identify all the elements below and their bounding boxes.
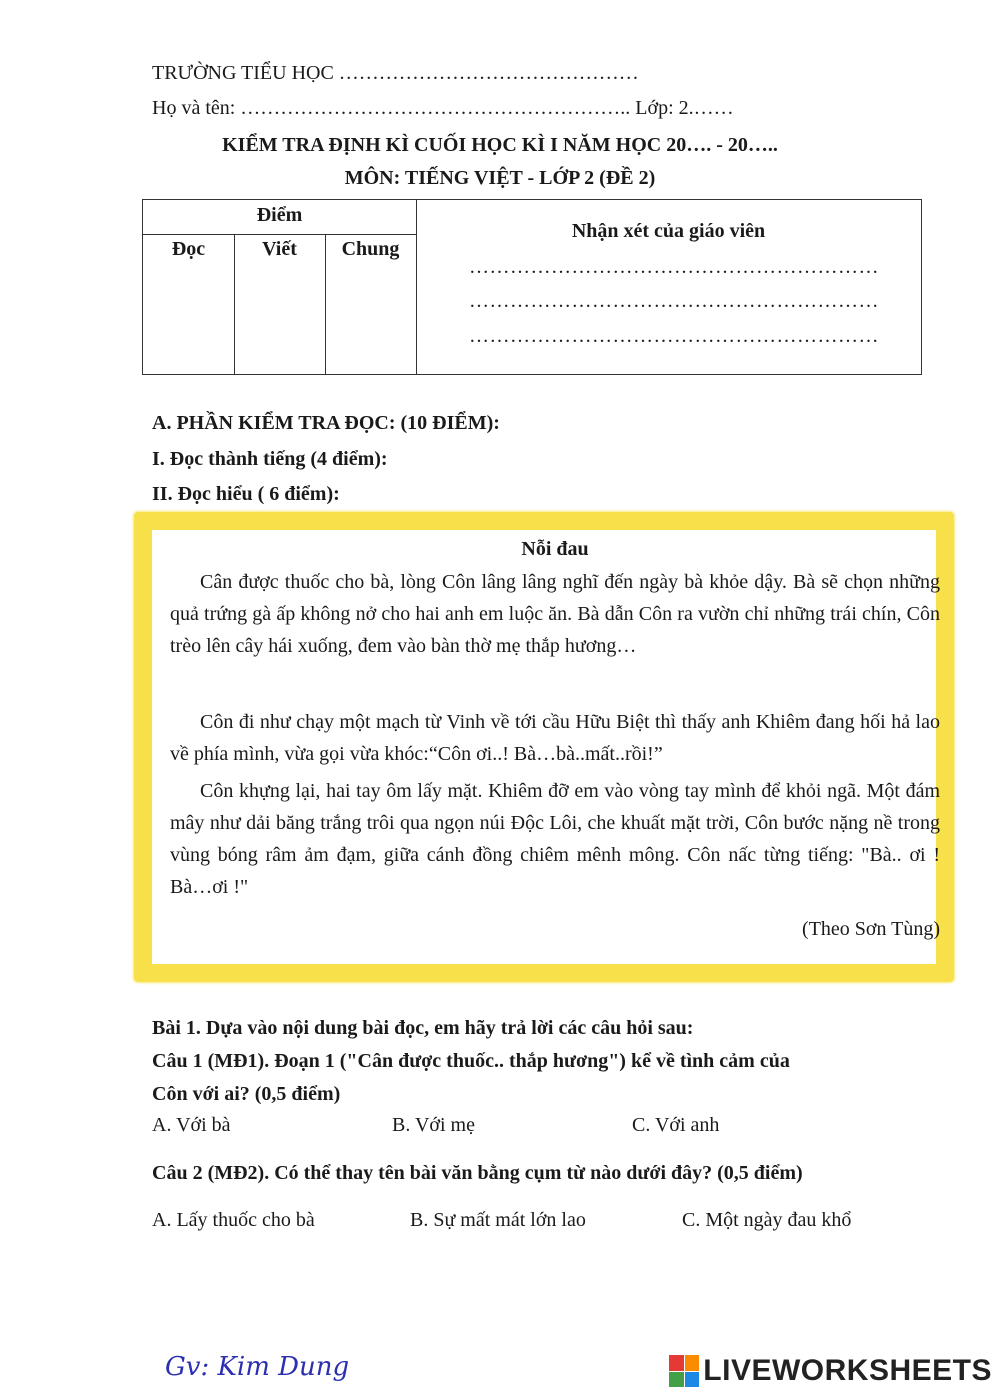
teacher-comment-header: Nhận xét của giáo viên [571, 220, 766, 242]
liveworksheets-logo[interactable] [669, 1354, 992, 1388]
passage-source: (Theo Sơn Tùng) [802, 918, 940, 940]
question-2-option-a[interactable]: A. Lấy thuốc cho bà [152, 1209, 315, 1231]
exercise-1-heading: Bài 1. Dựa vào nội dung bài đọc, em hãy trả lời các câu hỏi sau: [152, 1017, 694, 1039]
comment-line-1[interactable]: …………………………………………………… [469, 256, 879, 278]
exam-title: KIỂM TRA ĐỊNH KÌ CUỐI HỌC KÌ I NĂM HỌC 20…. - 20….. [222, 134, 778, 156]
question-1-option-b[interactable]: B. Với mẹ [392, 1114, 475, 1136]
question-2-option-b[interactable]: B. Sự mất mát lớn lao [410, 1209, 586, 1231]
question-2-option-c[interactable]: C. Một ngày đau khổ [682, 1209, 852, 1231]
passage-paragraph-1: Cân được thuốc cho bà, lòng Côn lâng lâng nghĩ đến ngày bà khỏe dậy. Bà sẽ chọn những quả trứng gà ấp không nở cho hai anh em luộc ăn. Bà dẫn Côn ra vườn chỉ những trái chín, Côn trèo lên cây hái xuống, đem vào bàn thờ mẹ thắp hương… [170, 571, 940, 657]
score-total-header: Chung [341, 238, 400, 260]
name-class-line: Họ và tên: ………………………………………………….. Lớp: 2.…… [152, 97, 734, 119]
section-a-heading: A. PHẦN KIỂM TRA ĐỌC: (10 ĐIỂM): [152, 412, 500, 434]
section-i-heading: I. Đọc thành tiếng (4 điểm): [152, 448, 388, 470]
comment-line-2[interactable]: …………………………………………………… [469, 290, 879, 312]
score-header: Điểm [256, 204, 303, 226]
question-2-text: Câu 2 (MĐ2). Có thể thay tên bài văn bằng cụm từ nào dưới đây? (0,5 điểm) [152, 1162, 803, 1184]
question-1-line-1: Câu 1 (MĐ1). Đoạn 1 ("Cân được thuốc.. thắp hương") kể về tình cảm của [152, 1050, 790, 1072]
teacher-signature: Gv: Kim Dung [165, 1352, 350, 1382]
comment-line-3[interactable]: …………………………………………………… [469, 325, 879, 347]
section-ii-heading: II. Đọc hiểu ( 6 điểm): [152, 483, 340, 505]
table-divider [143, 234, 416, 235]
subject-title: MÔN: TIẾNG VIỆT - LỚP 2 (ĐỀ 2) [344, 167, 656, 189]
question-1-option-a[interactable]: A. Với bà [152, 1114, 231, 1136]
passage-paragraph-3: Côn khựng lại, hai tay ôm lấy mặt. Khiêm đỡ em vào vòng tay mình để khỏi ngã. Một đám mây như dải băng trắng trôi qua ngọn núi Độc Lôi, che khuất mặt trời, Côn bước nặng nề trong vùng bóng râm ảm đạm, giữa cánh đồng chiêm mênh mông. Côn nấc từng tiếng: "Bà.. ơi ! Bà…ơi !" [170, 780, 940, 898]
passage-title: Nỗi đau [521, 538, 589, 560]
question-1-option-c[interactable]: C. Với anh [632, 1114, 720, 1136]
liveworksheets-wordmark: LIVEWORKSHEETS [703, 1354, 992, 1387]
liveworksheets-icon [669, 1355, 699, 1387]
score-table [142, 199, 922, 375]
question-1-line-2: Côn với ai? (0,5 điểm) [152, 1083, 341, 1105]
passage-paragraph-2: Côn đi như chạy một mạch từ Vinh về tới cầu Hữu Biệt thì thấy anh Khiêm đang hối hả lao về phía mình, vừa gọi vừa khóc:“Côn ơi..! Bà…bà..mất..rồi!” [170, 711, 940, 765]
score-writing-header: Viết [262, 238, 297, 260]
school-line: TRƯỜNG TIỂU HỌC ……………………………………… [152, 62, 639, 84]
score-reading-header: Đọc [171, 238, 206, 260]
